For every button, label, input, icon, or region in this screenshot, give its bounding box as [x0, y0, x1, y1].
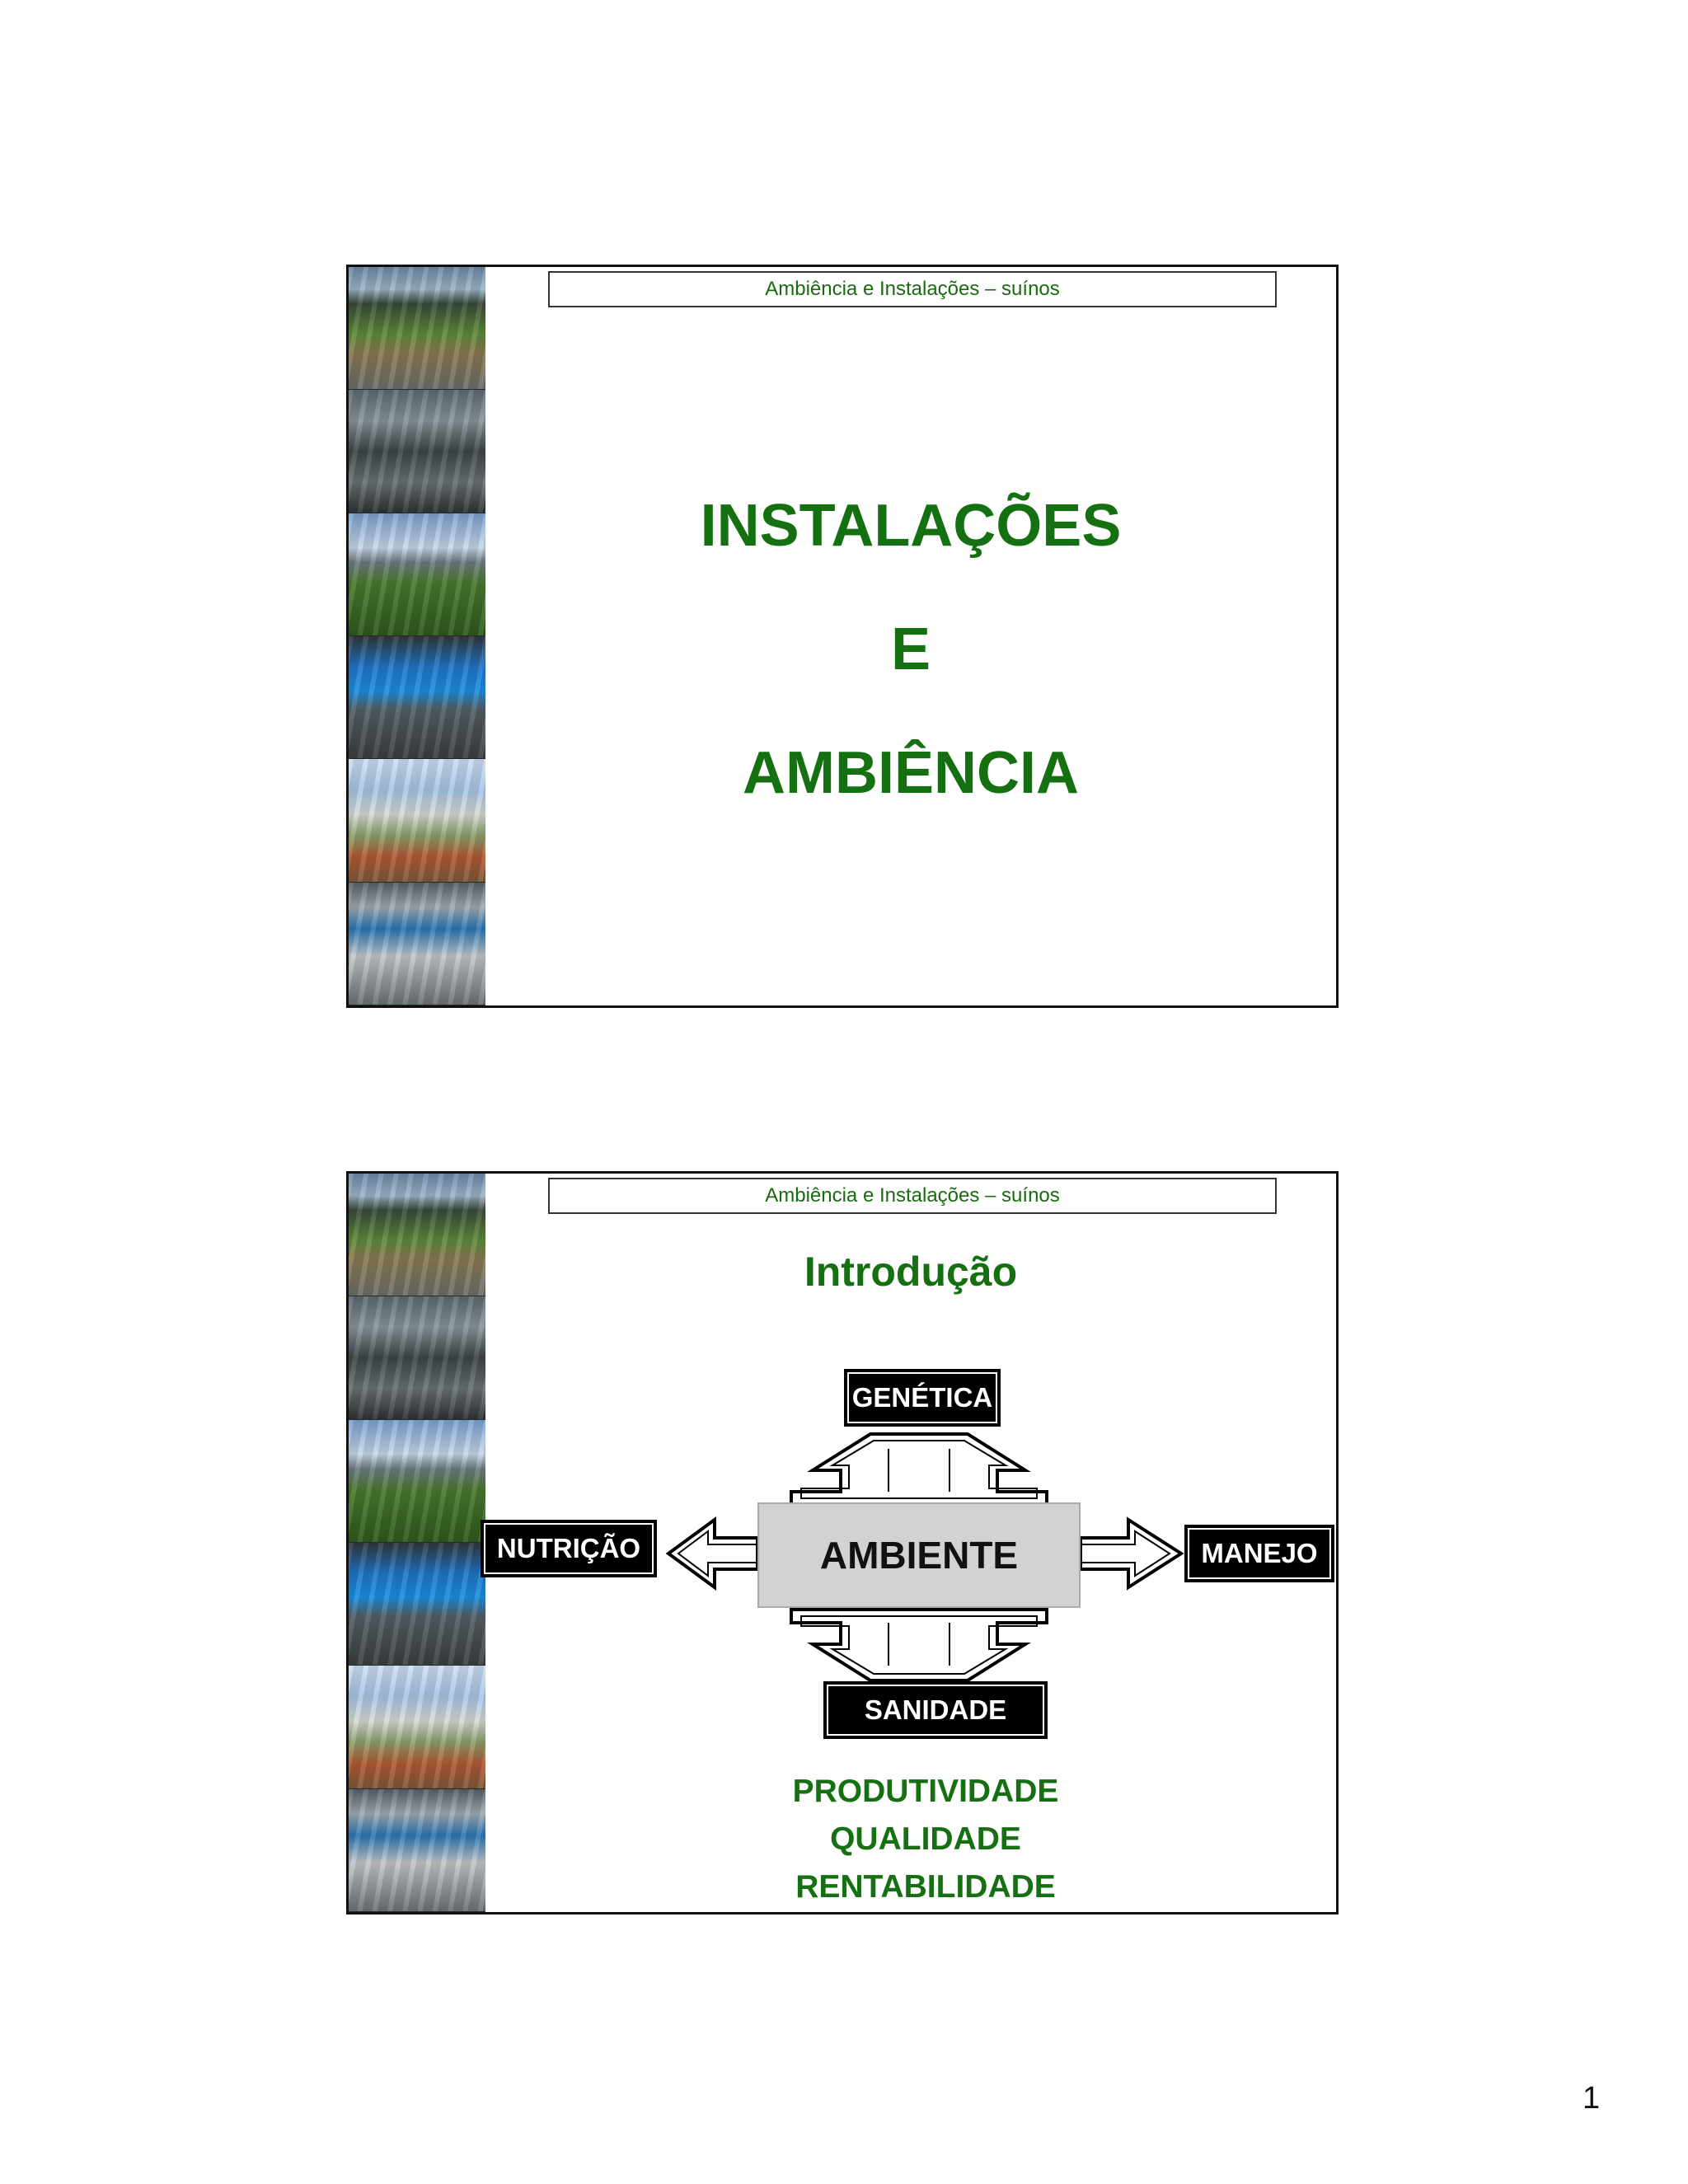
arrow-up-icon [791, 1432, 1047, 1507]
title-line-1: INSTALAÇÕES [700, 493, 1122, 559]
box-sanidade: SANIDADE [823, 1681, 1048, 1739]
barn-photo [349, 1174, 485, 1296]
center-box-ambiente: AMBIENTE [757, 1502, 1081, 1608]
slide-introduction [346, 1171, 1339, 1915]
pig-pens-photo [349, 1789, 485, 1912]
farm-aerial-photo [349, 1666, 485, 1788]
title-line-2: E [890, 616, 931, 682]
arrow-down-icon [791, 1608, 1047, 1682]
barn-curtain-photo [349, 1543, 485, 1666]
barn-interior-photo [349, 390, 485, 513]
barn-exterior-photo [349, 513, 485, 636]
box-nutricao: NUTRIÇÃO [481, 1520, 657, 1577]
result-qualidade: QUALIDADE [830, 1821, 1021, 1857]
barn-exterior-photo [349, 1420, 485, 1543]
photo-strip [349, 267, 485, 1005]
slide-header: Ambiência e Instalações – suínos [548, 271, 1277, 307]
photo-strip [349, 1174, 485, 1912]
slide-title: Introdução [804, 1249, 1018, 1295]
slide-header: Ambiência e Instalações – suínos [548, 1178, 1277, 1214]
result-produtividade: PRODUTIVIDADE [792, 1774, 1059, 1809]
arrow-left-icon [665, 1516, 757, 1591]
pig-pens-photo [349, 883, 485, 1005]
arrow-right-icon [1081, 1516, 1184, 1591]
slide-title [346, 265, 1339, 1008]
box-genetica: GENÉTICA [844, 1369, 1001, 1427]
title-line-3: AMBIÊNCIA [743, 740, 1079, 806]
barn-curtain-photo [349, 636, 485, 759]
box-manejo: MANEJO [1184, 1525, 1334, 1582]
barn-photo [349, 267, 485, 390]
page-number: 1 [1582, 2081, 1601, 2116]
farm-aerial-photo [349, 759, 485, 882]
result-rentabilidade: RENTABILIDADE [795, 1869, 1056, 1905]
barn-interior-photo [349, 1296, 485, 1419]
